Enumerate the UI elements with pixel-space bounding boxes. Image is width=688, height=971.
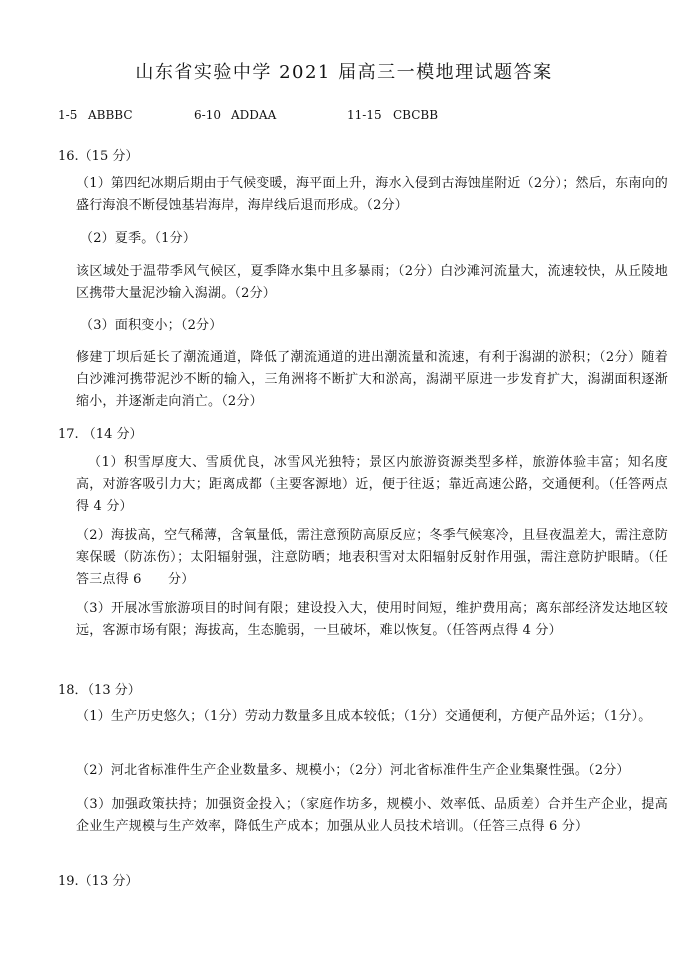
- q17-part3: （3）开展冰雪旅游项目的时间有限；建设投入大，使用时间短，维护费用高；离东部经济发达地区较远，客源市场有限；海拔高，生态脆弱，一旦破坏，难以恢复。（任答两点得 4 分）: [76, 601, 668, 638]
- q19-header: 19.（13 分）: [58, 874, 139, 889]
- q17-part1: （1）积雪厚度大、雪质优良，冰雪风光独特；景区内旅游资源类型多样，旅游体验丰富；知名度高，对游客吸引力大；距离成都（主要客源地）近，便于往返；靠近高速公路，交通便利。（任答两点得 4 分）: [76, 455, 668, 514]
- q16-part2-explain: 该区域处于温带季风气候区，夏季降水集中且多暴雨；（2分）白沙滩河流量大，流速较快，从丘陵地区携带大量泥沙输入潟湖。（2分）: [76, 264, 668, 301]
- mc-answers-3: CBCBB: [393, 108, 439, 122]
- mc-answers-1: ABBBC: [88, 108, 133, 122]
- q18-part2: （2）河北省标准件生产企业数量多、规模小；（2分）河北省标准件生产企业集聚性强。（2分）: [76, 763, 630, 778]
- q16-part1: （1）第四纪冰期后期由于气候变暖，海平面上升，海水入侵到古海蚀崖附近（2分）；然后，东南向的盛行海浪不断侵蚀基岩海岸，海岸线后退而形成。（2分）: [76, 176, 668, 213]
- mc-range-2: 6-10: [194, 108, 221, 122]
- q16-header: 16.（15 分）: [58, 149, 139, 164]
- document-title: 山东省实验中学 2021 届高三一模地理试题答案: [135, 62, 553, 83]
- q17-part2: （2）海拔高，空气稀薄，含氧量低，需注意预防高原反应；冬季气候寒冷，且昼夜温差大，需注意防寒保暖（防冻伤）；太阳辐射强，注意防晒；地表积雪对太阳辐射反射作用强，需注意防护眼睛。（任答三点得 6 分）: [76, 528, 668, 587]
- q18-part3: （3）加强政策扶持；加强资金投入；（家庭作坊多，规模小、效率低、品质差）合并生产企业，提高企业生产规模与生产效率，降低生产成本；加强从业人员技术培训。（任答三点得 6 分）: [76, 797, 668, 834]
- q16-part3-explain: 修建丁坝后延长了潮流通道，降低了潮流通道的进出潮流量和流速，有利于潟湖的淤积；（2分）随着白沙滩河携带泥沙不断的输入，三角洲将不断扩大和淤高，潟湖平原进一步发育扩大，潟湖面积逐渐缩小，并逐渐走向消亡。（2分）: [76, 350, 668, 409]
- mc-range-3: 11-15: [347, 108, 382, 122]
- q18-part1: （1）生产历史悠久；（1分）劳动力数量多且成本较低；（1分）交通便利，方便产品外运；（1分）。: [76, 709, 652, 724]
- q18-header: 18．（13 分）: [58, 683, 141, 698]
- mc-range-1: 1-5: [58, 108, 78, 122]
- mc-answers-2: ADDAA: [231, 108, 277, 122]
- q17-header: 17. （14 分）: [58, 427, 143, 442]
- q16-part3: （3）面积变小；（2分）: [80, 318, 223, 333]
- q16-part2: （2）夏季。（1分）: [80, 231, 197, 246]
